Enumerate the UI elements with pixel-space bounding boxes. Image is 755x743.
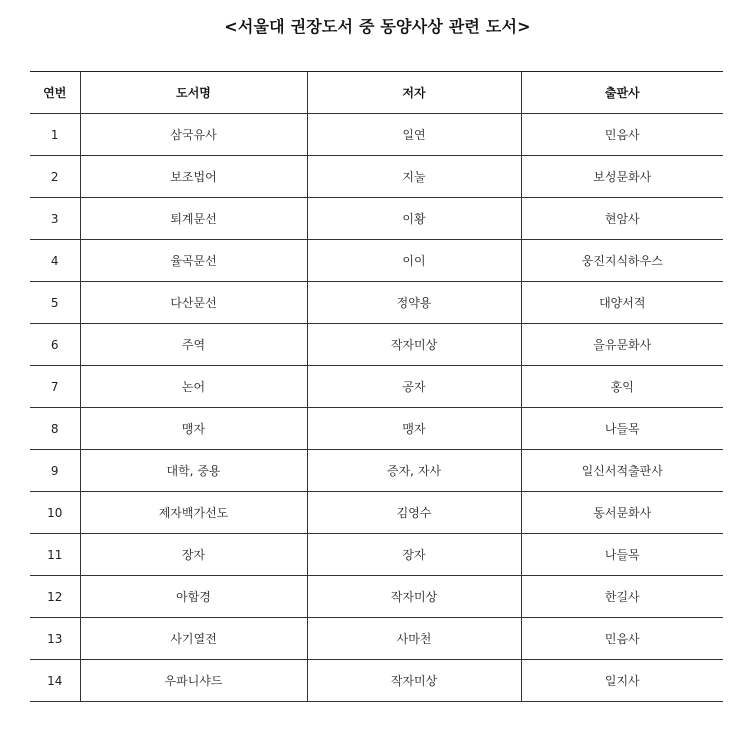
table-row xyxy=(30,408,723,450)
cell-author: 작자미상 xyxy=(307,660,521,702)
cell-author: 이이 xyxy=(307,240,521,282)
cell-author: 작자미상 xyxy=(307,324,521,366)
cell-author: 작자미상 xyxy=(307,576,521,618)
cell-publisher: 동서문화사 xyxy=(521,492,723,534)
cell-number: 5 xyxy=(30,282,80,324)
cell-publisher: 일지사 xyxy=(521,660,723,702)
cell-publisher: 을유문화사 xyxy=(521,324,723,366)
header-number: 연번 xyxy=(30,72,80,114)
cell-publisher: 현암사 xyxy=(521,198,723,240)
cell-author: 사마천 xyxy=(307,618,521,660)
table-body xyxy=(30,114,723,702)
cell-author: 지눌 xyxy=(307,156,521,198)
cell-number: 2 xyxy=(30,156,80,198)
cell-book-title: 장자 xyxy=(80,534,307,576)
cell-book-title: 맹자 xyxy=(80,408,307,450)
cell-number: 8 xyxy=(30,408,80,450)
table-header-row xyxy=(30,72,723,114)
cell-book-title: 다산문선 xyxy=(80,282,307,324)
table-row xyxy=(30,324,723,366)
cell-publisher: 일신서적출판사 xyxy=(521,450,723,492)
table-row xyxy=(30,660,723,702)
cell-publisher: 웅진지식하우스 xyxy=(521,240,723,282)
table-row xyxy=(30,534,723,576)
cell-publisher: 민음사 xyxy=(521,114,723,156)
cell-publisher: 홍익 xyxy=(521,366,723,408)
document-title: <서울대 권장도서 중 동양사상 관련 도서> xyxy=(224,17,531,36)
cell-author: 정약용 xyxy=(307,282,521,324)
table-row xyxy=(30,156,723,198)
table-row xyxy=(30,618,723,660)
cell-publisher: 한길사 xyxy=(521,576,723,618)
table-row xyxy=(30,492,723,534)
cell-number: 3 xyxy=(30,198,80,240)
table-row xyxy=(30,114,723,156)
cell-author: 공자 xyxy=(307,366,521,408)
cell-book-title: 보조법어 xyxy=(80,156,307,198)
cell-book-title: 우파니샤드 xyxy=(80,660,307,702)
cell-publisher: 민음사 xyxy=(521,618,723,660)
cell-book-title: 대학, 중용 xyxy=(80,450,307,492)
cell-book-title: 퇴계문선 xyxy=(80,198,307,240)
cell-book-title: 율곡문선 xyxy=(80,240,307,282)
cell-book-title: 논어 xyxy=(80,366,307,408)
table-row xyxy=(30,450,723,492)
cell-publisher: 대양서적 xyxy=(521,282,723,324)
cell-book-title: 사기열전 xyxy=(80,618,307,660)
book-list-table xyxy=(30,71,723,702)
cell-number: 6 xyxy=(30,324,80,366)
cell-book-title: 주역 xyxy=(80,324,307,366)
header-book-title: 도서명 xyxy=(80,72,307,114)
cell-author: 장자 xyxy=(307,534,521,576)
cell-author: 맹자 xyxy=(307,408,521,450)
cell-book-title: 제자백가선도 xyxy=(80,492,307,534)
cell-number: 4 xyxy=(30,240,80,282)
cell-author: 이황 xyxy=(307,198,521,240)
cell-number: 1 xyxy=(30,114,80,156)
cell-publisher: 보성문화사 xyxy=(521,156,723,198)
cell-publisher: 나들목 xyxy=(521,534,723,576)
cell-number: 9 xyxy=(30,450,80,492)
cell-number: 7 xyxy=(30,366,80,408)
cell-number: 11 xyxy=(30,534,80,576)
cell-number: 14 xyxy=(30,660,80,702)
table-row xyxy=(30,198,723,240)
table-row xyxy=(30,366,723,408)
cell-publisher: 나들목 xyxy=(521,408,723,450)
cell-author: 증자, 자사 xyxy=(307,450,521,492)
cell-number: 12 xyxy=(30,576,80,618)
cell-book-title: 아함경 xyxy=(80,576,307,618)
table-row xyxy=(30,282,723,324)
table-row xyxy=(30,576,723,618)
cell-author: 일연 xyxy=(307,114,521,156)
header-author: 저자 xyxy=(307,72,521,114)
cell-number: 10 xyxy=(30,492,80,534)
header-publisher: 출판사 xyxy=(521,72,723,114)
table-row xyxy=(30,240,723,282)
cell-number: 13 xyxy=(30,618,80,660)
cell-book-title: 삼국유사 xyxy=(80,114,307,156)
cell-author: 김영수 xyxy=(307,492,521,534)
